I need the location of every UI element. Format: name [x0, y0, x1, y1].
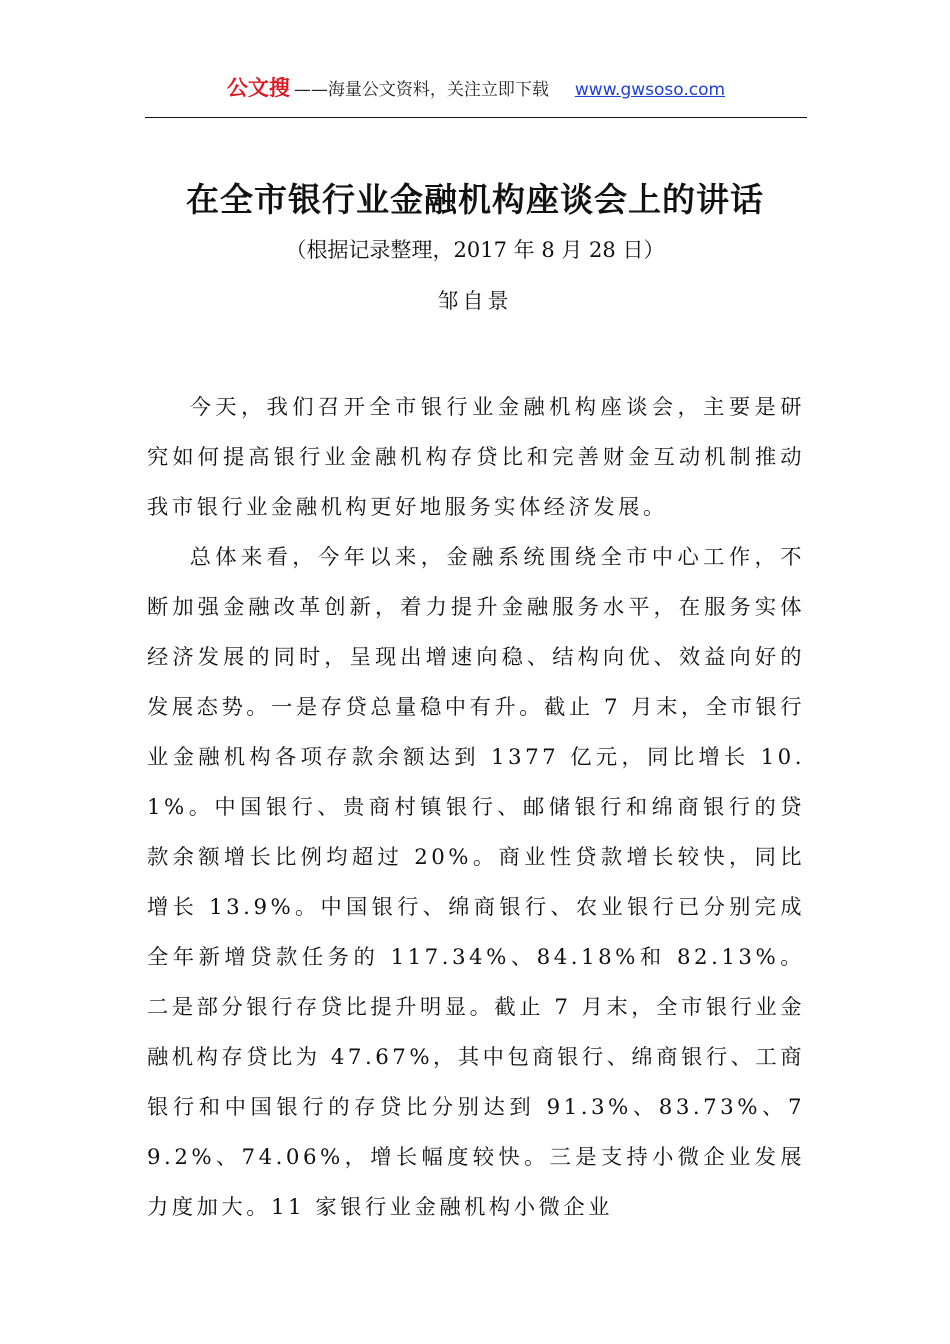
header-divider: [145, 117, 807, 118]
header-tagline: ——海量公文资料，关注立即下载: [293, 80, 549, 100]
document-title: 在全市银行业金融机构座谈会上的讲话: [186, 180, 764, 219]
site-link[interactable]: www.gwsoso.com: [574, 80, 726, 100]
brand-logo: 公文搜: [226, 76, 290, 100]
page-header: [145, 70, 807, 106]
document-subtitle: （根据记录整理，2017 年 8 月 28 日）: [285, 238, 665, 262]
document-body: [147, 383, 805, 1233]
body-paragraph: 今天，我们召开全市银行业金融机构座谈会，主要是研究如何提高银行业金融机构存贷比和完善财金互动机制推动我市银行业金融机构更好地服务实体经济发展。: [147, 395, 805, 520]
body-paragraph: 总体来看，今年以来，金融系统围绕全市中心工作，不断加强金融改革创新，着力提升金融服务水平，在服务实体经济发展的同时，呈现出增速向稳、结构向优、效益向好的发展态势。一是存贷总量稳中有升。截止 7 月末，全市银行业金融机构各项存款余额达到 1377 亿元，同比增长 10.1%。中国银行、贵商村镇银行、邮储银行和绵商银行的贷款余额增长比例均超过 20%。商业性贷款增长较快，同比增长 13.9%。中国银行、绵商银行、农业银行已分别完成全年新增贷款任务的 117.34%、84.18%和 82.13%。二是部分银行存贷比提升明显。截止 7 月末，全市银行业金融机构存贷比为 47.67%，其中包商银行、绵商银行、工商银行和中国银行的存贷比分别达到 91.3%、83.73%、79.2%、74.06%，增长幅度较快。三是支持小微企业发展力度加大。11 家银行业金融机构小微企业: [147, 545, 806, 1220]
document-author: 邹自景: [437, 289, 513, 313]
